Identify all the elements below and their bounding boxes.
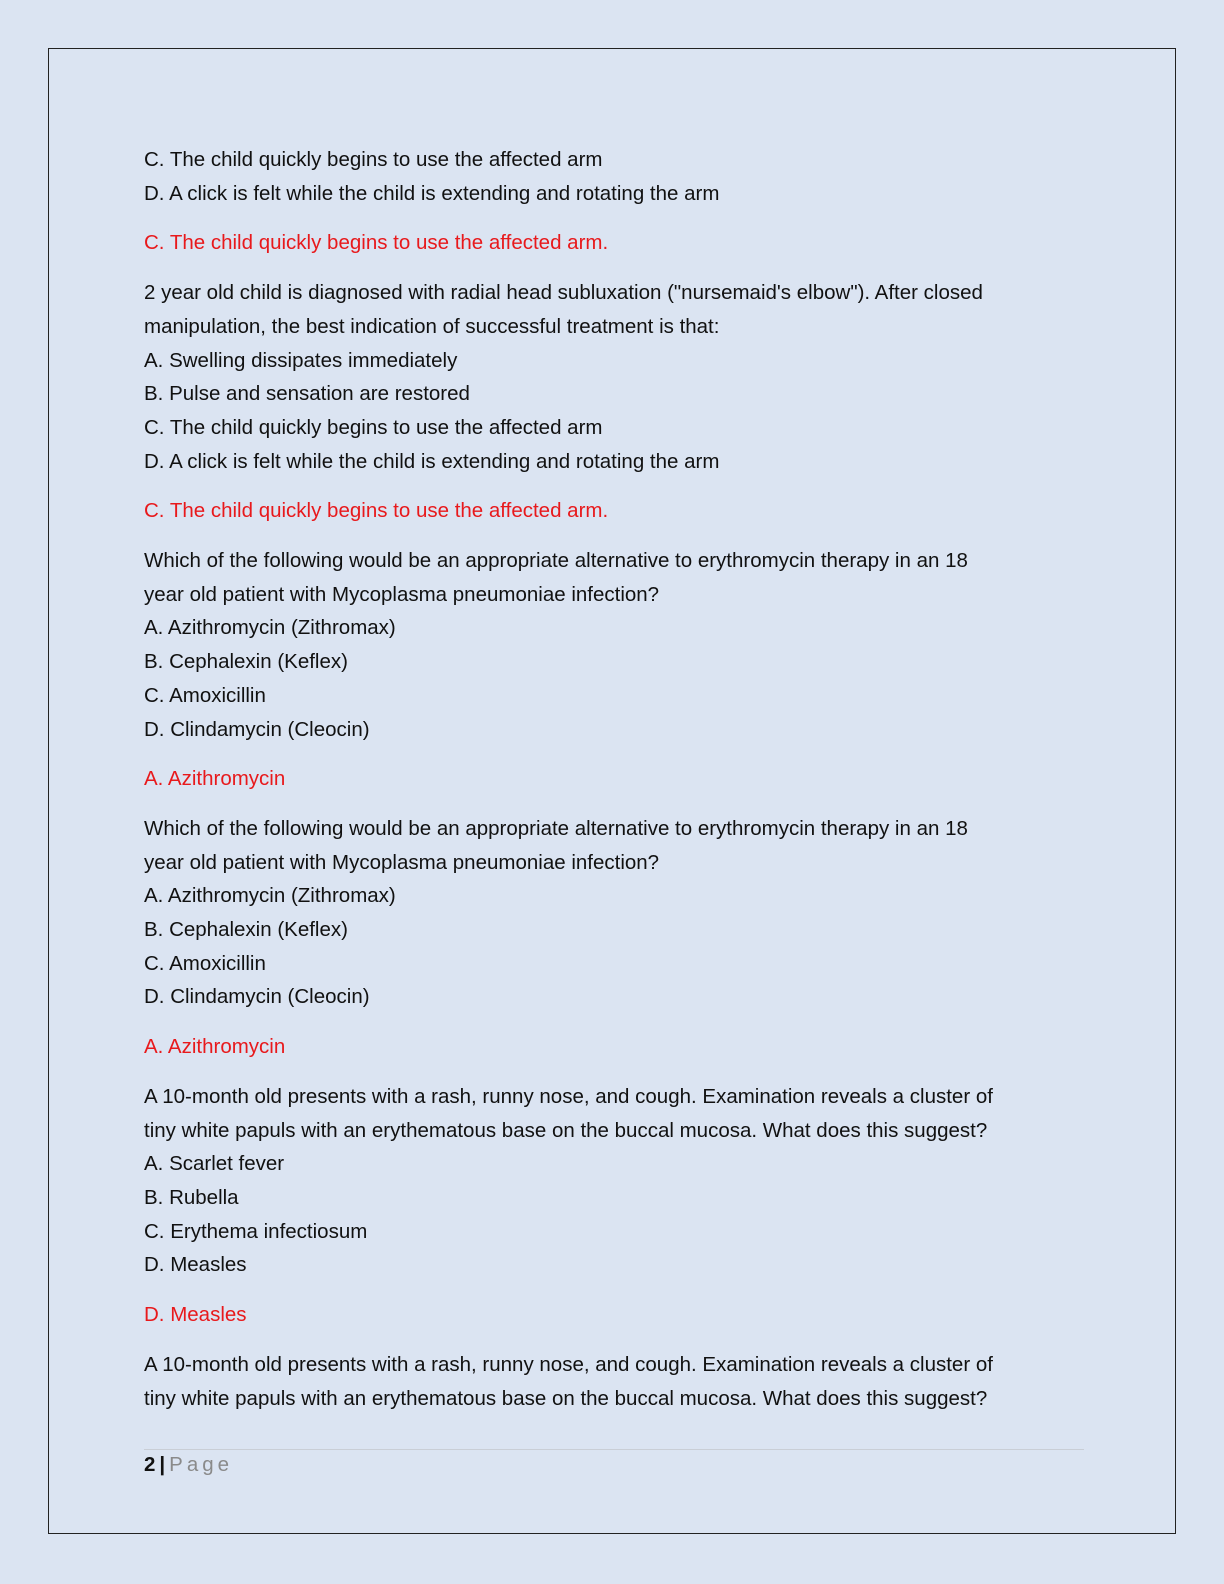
- answer-text: C. The child quickly begins to use the affected arm.: [144, 499, 609, 523]
- option-line: A. Scarlet fever: [144, 1152, 285, 1176]
- question-line: Which of the following would be an appropriate alternative to erythromycin therapy in an 18: [144, 549, 968, 573]
- document-body: [144, 143, 1084, 1415]
- option-line: A. Azithromycin (Zithromax): [144, 616, 396, 640]
- answer-text: A. Azithromycin: [144, 767, 286, 791]
- question-block: [144, 544, 1084, 746]
- option-line: D. A click is felt while the child is extending and rotating the arm: [144, 181, 720, 205]
- paragraph-spacing: [144, 1282, 1084, 1298]
- option-line: B. Cephalexin (Keflex): [144, 918, 348, 942]
- question-block: [144, 1348, 1084, 1415]
- options-block: [144, 143, 1084, 210]
- question-line: A 10-month old presents with a rash, runny nose, and cough. Examination reveals a cluster of: [144, 1352, 993, 1376]
- paragraph-spacing: [144, 260, 1084, 276]
- answer-text: C. The child quickly begins to use the affected arm.: [144, 231, 609, 255]
- question-block: [144, 276, 1084, 478]
- option-line: D. Clindamycin (Cleocin): [144, 985, 370, 1009]
- question-block: [144, 1080, 1084, 1282]
- paragraph-spacing: [144, 210, 1084, 226]
- question-line: year old patient with Mycoplasma pneumoniae infection?: [144, 850, 660, 874]
- option-line: C. The child quickly begins to use the affected arm: [144, 415, 603, 439]
- question-line: tiny white papuls with an erythematous base on the buccal mucosa. What does this suggest?: [144, 1386, 988, 1410]
- answer-block: [144, 1298, 1084, 1332]
- paragraph-spacing: [144, 528, 1084, 544]
- answer-block: [144, 1030, 1084, 1064]
- option-line: C. Erythema infectiosum: [144, 1219, 368, 1243]
- question-block: [144, 812, 1084, 1014]
- option-line: D. Clindamycin (Cleocin): [144, 717, 370, 741]
- option-line: A. Swelling dissipates immediately: [144, 348, 458, 372]
- answer-block: [144, 226, 1084, 260]
- paragraph-spacing: [144, 1332, 1084, 1348]
- option-line: B. Rubella: [144, 1185, 239, 1209]
- option-line: B. Pulse and sensation are restored: [144, 382, 470, 406]
- answer-text: A. Azithromycin: [144, 1035, 286, 1059]
- paragraph-spacing: [144, 478, 1084, 494]
- option-line: D. A click is felt while the child is extending and rotating the arm: [144, 449, 720, 473]
- answer-block: [144, 762, 1084, 796]
- answer-block: [144, 494, 1084, 528]
- question-line: Which of the following would be an appropriate alternative to erythromycin therapy in an 18: [144, 816, 968, 840]
- option-line: A. Azithromycin (Zithromax): [144, 884, 396, 908]
- page-label: Page: [169, 1453, 234, 1476]
- footer-divider: [144, 1449, 1084, 1450]
- option-line: C. The child quickly begins to use the affected arm: [144, 148, 603, 171]
- question-line: 2 year old child is diagnosed with radial head subluxation ("nursemaid's elbow"). After closed: [144, 281, 983, 305]
- question-line: tiny white papuls with an erythematous base on the buccal mucosa. What does this suggest?: [144, 1118, 988, 1142]
- option-line: D. Measles: [144, 1253, 247, 1277]
- page-number: 2: [144, 1453, 156, 1476]
- option-line: C. Amoxicillin: [144, 951, 266, 975]
- question-line: manipulation, the best indication of successful treatment is that:: [144, 314, 720, 338]
- answer-text: D. Measles: [144, 1303, 247, 1327]
- footer-separator: |: [159, 1453, 166, 1476]
- option-line: C. Amoxicillin: [144, 683, 266, 707]
- paragraph-spacing: [144, 746, 1084, 762]
- paragraph-spacing: [144, 796, 1084, 812]
- page-footer: [144, 1452, 233, 1478]
- paragraph-spacing: [144, 1064, 1084, 1080]
- question-line: year old patient with Mycoplasma pneumoniae infection?: [144, 582, 660, 606]
- question-line: A 10-month old presents with a rash, runny nose, and cough. Examination reveals a cluster of: [144, 1084, 993, 1108]
- paragraph-spacing: [144, 1014, 1084, 1030]
- option-line: B. Cephalexin (Keflex): [144, 650, 348, 674]
